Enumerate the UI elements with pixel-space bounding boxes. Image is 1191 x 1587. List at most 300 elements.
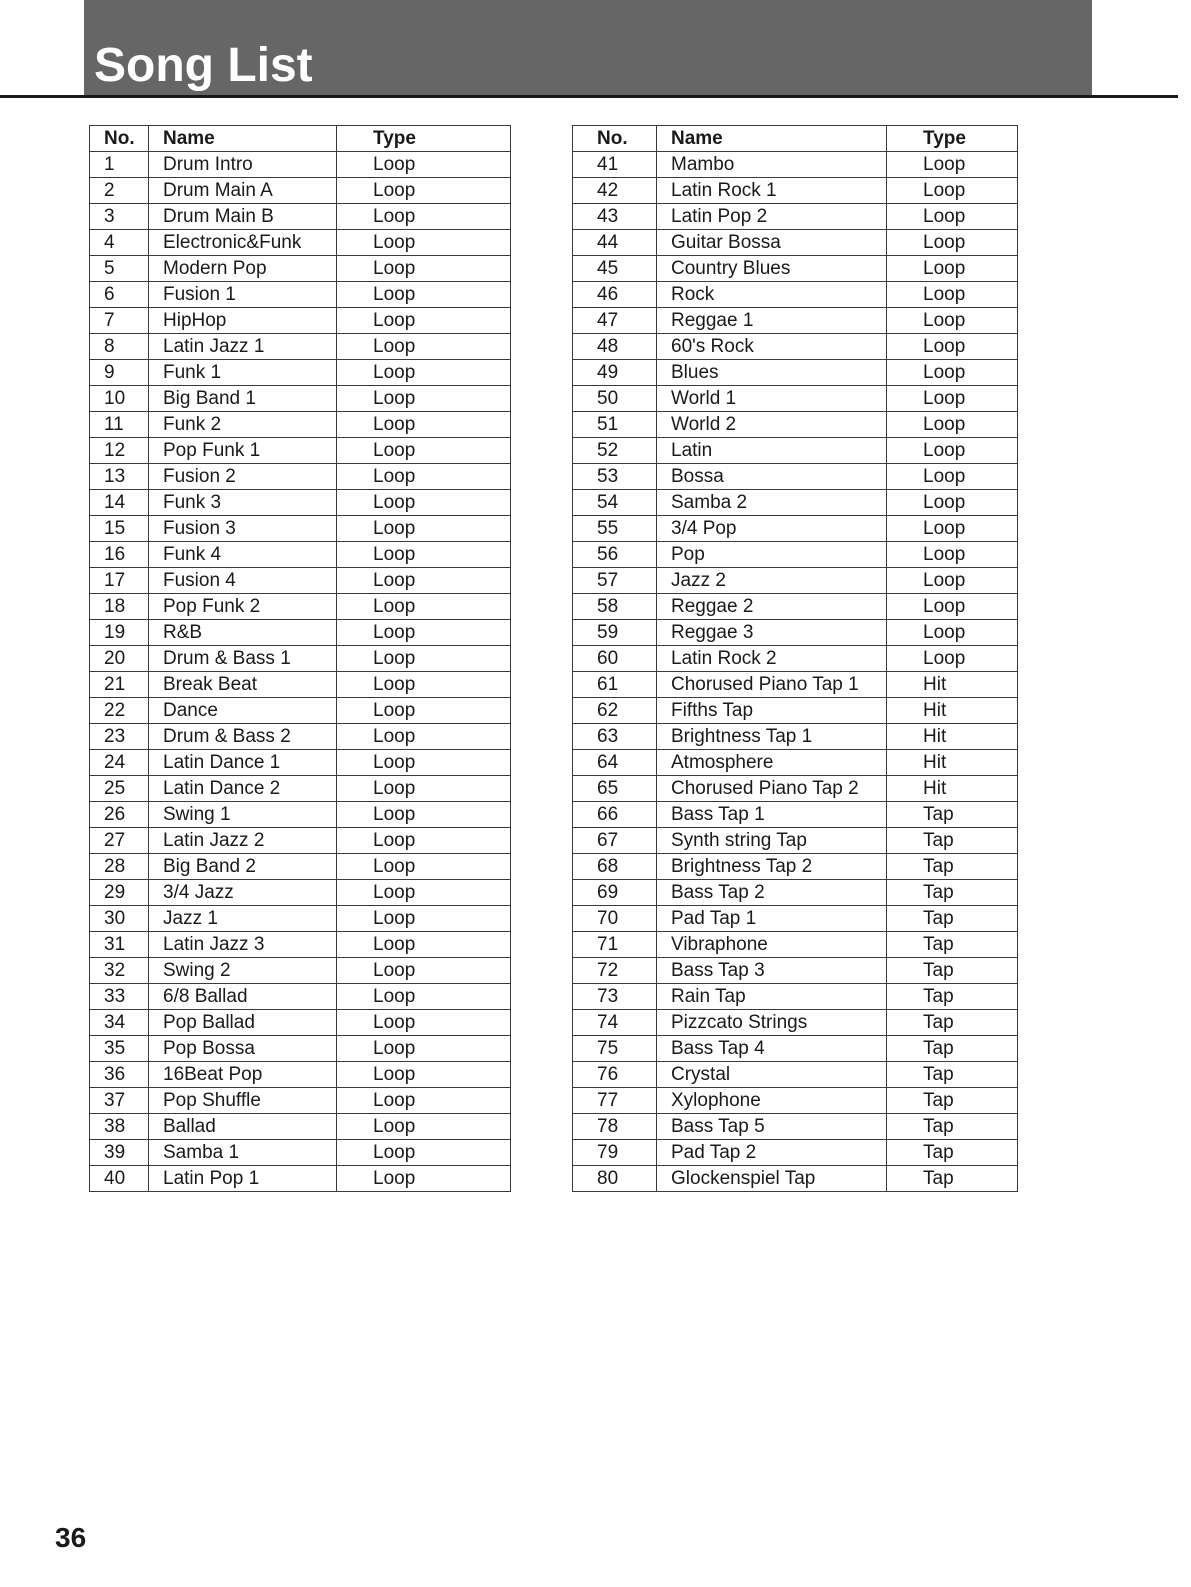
table-row: [90, 230, 511, 256]
table-row: [573, 802, 1018, 828]
column-header-type: Type: [887, 126, 1018, 152]
song-name-cell: Brightness Tap 1: [657, 724, 887, 750]
song-name-cell: Pop Funk 2: [149, 594, 337, 620]
table-row: [90, 854, 511, 880]
song-name-cell: Pizzcato Strings: [657, 1010, 887, 1036]
table-row: [573, 516, 1018, 542]
song-name-cell: Drum & Bass 2: [149, 724, 337, 750]
song-name-cell: Drum Main A: [149, 178, 337, 204]
song-number-cell: 59: [573, 620, 657, 646]
song-type-cell: Loop: [337, 828, 511, 854]
song-name-cell: Glockenspiel Tap: [657, 1166, 887, 1192]
song-number-cell: 71: [573, 932, 657, 958]
table-row: [90, 490, 511, 516]
song-type-cell: Loop: [887, 152, 1018, 178]
song-number-cell: 27: [90, 828, 149, 854]
song-rows-left: [90, 152, 511, 1192]
song-type-cell: Loop: [337, 1114, 511, 1140]
song-type-cell: Loop: [337, 1062, 511, 1088]
table-row: [90, 308, 511, 334]
song-type-cell: Loop: [337, 646, 511, 672]
table-row: [573, 464, 1018, 490]
table-row: [90, 516, 511, 542]
song-type-cell: Hit: [887, 750, 1018, 776]
table-row: [90, 152, 511, 178]
song-type-cell: Tap: [887, 1010, 1018, 1036]
song-type-cell: Loop: [337, 1036, 511, 1062]
song-number-cell: 76: [573, 1062, 657, 1088]
table-row: [90, 724, 511, 750]
song-type-cell: Tap: [887, 958, 1018, 984]
song-name-cell: Ballad: [149, 1114, 337, 1140]
song-number-cell: 7: [90, 308, 149, 334]
header-rule: [0, 95, 1178, 98]
page-number: 36: [55, 1522, 87, 1553]
song-number-cell: 77: [573, 1088, 657, 1114]
table-row: [573, 1166, 1018, 1192]
table-row: [90, 750, 511, 776]
column-header-no: No.: [573, 126, 657, 152]
song-number-cell: 56: [573, 542, 657, 568]
table-row: [90, 1088, 511, 1114]
table-row: [90, 282, 511, 308]
song-number-cell: 10: [90, 386, 149, 412]
table-row: [573, 438, 1018, 464]
song-name-cell: Chorused Piano Tap 2: [657, 776, 887, 802]
song-name-cell: Latin Rock 2: [657, 646, 887, 672]
table-row: [573, 230, 1018, 256]
table-row: [90, 880, 511, 906]
table-row: [90, 178, 511, 204]
song-name-cell: Pop Ballad: [149, 1010, 337, 1036]
song-number-cell: 65: [573, 776, 657, 802]
song-type-cell: Loop: [887, 516, 1018, 542]
table-row: [90, 698, 511, 724]
table-row: [573, 620, 1018, 646]
song-number-cell: 44: [573, 230, 657, 256]
song-number-cell: 17: [90, 568, 149, 594]
song-number-cell: 50: [573, 386, 657, 412]
song-type-cell: Loop: [887, 204, 1018, 230]
song-type-cell: Tap: [887, 906, 1018, 932]
table-row: [90, 1140, 511, 1166]
song-number-cell: 62: [573, 698, 657, 724]
song-number-cell: 55: [573, 516, 657, 542]
song-number-cell: 42: [573, 178, 657, 204]
song-number-cell: 36: [90, 1062, 149, 1088]
page-title: Song List: [94, 39, 313, 92]
column-header-type: Type: [337, 126, 511, 152]
song-type-cell: Loop: [337, 1140, 511, 1166]
song-type-cell: Loop: [337, 802, 511, 828]
song-table-left: [89, 125, 511, 1192]
song-type-cell: Tap: [887, 802, 1018, 828]
song-type-cell: Loop: [337, 672, 511, 698]
table-row: [573, 1036, 1018, 1062]
table-row: [573, 594, 1018, 620]
song-type-cell: Loop: [337, 1088, 511, 1114]
song-number-cell: 37: [90, 1088, 149, 1114]
song-number-cell: 8: [90, 334, 149, 360]
song-name-cell: Bass Tap 5: [657, 1114, 887, 1140]
song-type-cell: Loop: [337, 152, 511, 178]
table-row: [573, 958, 1018, 984]
song-type-cell: Loop: [337, 386, 511, 412]
song-name-cell: Latin Jazz 1: [149, 334, 337, 360]
song-type-cell: Loop: [887, 178, 1018, 204]
song-number-cell: 15: [90, 516, 149, 542]
song-type-cell: Loop: [337, 620, 511, 646]
song-type-cell: Tap: [887, 828, 1018, 854]
song-name-cell: Dance: [149, 698, 337, 724]
table-row: [573, 204, 1018, 230]
song-name-cell: Latin Pop 2: [657, 204, 887, 230]
song-type-cell: Loop: [887, 360, 1018, 386]
song-number-cell: 47: [573, 308, 657, 334]
song-name-cell: Latin Jazz 3: [149, 932, 337, 958]
song-type-cell: Loop: [337, 958, 511, 984]
song-type-cell: Loop: [337, 516, 511, 542]
song-type-cell: Loop: [887, 438, 1018, 464]
song-name-cell: Fusion 3: [149, 516, 337, 542]
song-name-cell: Funk 3: [149, 490, 337, 516]
song-number-cell: 12: [90, 438, 149, 464]
table-row: [573, 360, 1018, 386]
song-number-cell: 31: [90, 932, 149, 958]
song-number-cell: 58: [573, 594, 657, 620]
song-type-cell: Loop: [887, 464, 1018, 490]
song-type-cell: Hit: [887, 724, 1018, 750]
song-name-cell: Synth string Tap: [657, 828, 887, 854]
song-number-cell: 45: [573, 256, 657, 282]
song-number-cell: 23: [90, 724, 149, 750]
song-number-cell: 32: [90, 958, 149, 984]
song-name-cell: Latin Pop 1: [149, 1166, 337, 1192]
table-row: [90, 1062, 511, 1088]
table-row: [90, 438, 511, 464]
table-row: [90, 1036, 511, 1062]
song-type-cell: Tap: [887, 932, 1018, 958]
song-name-cell: 16Beat Pop: [149, 1062, 337, 1088]
song-type-cell: Loop: [337, 698, 511, 724]
song-type-cell: Loop: [337, 984, 511, 1010]
table-row: [90, 334, 511, 360]
table-row: [90, 828, 511, 854]
song-type-cell: Tap: [887, 880, 1018, 906]
song-number-cell: 75: [573, 1036, 657, 1062]
song-number-cell: 69: [573, 880, 657, 906]
table-row: [573, 880, 1018, 906]
song-name-cell: Pop Funk 1: [149, 438, 337, 464]
song-name-cell: Big Band 2: [149, 854, 337, 880]
song-name-cell: Drum Intro: [149, 152, 337, 178]
song-number-cell: 33: [90, 984, 149, 1010]
song-type-cell: Loop: [337, 412, 511, 438]
song-name-cell: Bass Tap 4: [657, 1036, 887, 1062]
song-number-cell: 1: [90, 152, 149, 178]
song-name-cell: Latin: [657, 438, 887, 464]
table-row: [90, 958, 511, 984]
table-row: [573, 1088, 1018, 1114]
song-type-cell: Loop: [887, 230, 1018, 256]
song-number-cell: 39: [90, 1140, 149, 1166]
song-name-cell: 3/4 Pop: [657, 516, 887, 542]
table-row: [573, 1062, 1018, 1088]
table-row: [573, 672, 1018, 698]
song-number-cell: 28: [90, 854, 149, 880]
song-type-cell: Tap: [887, 1088, 1018, 1114]
table-row: [90, 932, 511, 958]
table-row: [573, 1140, 1018, 1166]
song-name-cell: Brightness Tap 2: [657, 854, 887, 880]
song-name-cell: Atmosphere: [657, 750, 887, 776]
song-name-cell: Latin Dance 2: [149, 776, 337, 802]
song-type-cell: Loop: [887, 412, 1018, 438]
song-table-right: [572, 125, 1018, 1192]
song-type-cell: Loop: [337, 1010, 511, 1036]
column-header-name: Name: [149, 126, 337, 152]
song-type-cell: Loop: [337, 776, 511, 802]
table-row: [90, 1010, 511, 1036]
song-number-cell: 61: [573, 672, 657, 698]
table-row: [573, 854, 1018, 880]
song-name-cell: Guitar Bossa: [657, 230, 887, 256]
song-name-cell: Latin Rock 1: [657, 178, 887, 204]
song-type-cell: Tap: [887, 854, 1018, 880]
table-row: [573, 152, 1018, 178]
song-number-cell: 57: [573, 568, 657, 594]
table-row: [573, 282, 1018, 308]
song-number-cell: 29: [90, 880, 149, 906]
table-row: [90, 646, 511, 672]
song-number-cell: 63: [573, 724, 657, 750]
table-row: [573, 932, 1018, 958]
table-row: [90, 386, 511, 412]
song-type-cell: Loop: [337, 542, 511, 568]
table-row: [90, 1166, 511, 1192]
song-type-cell: Tap: [887, 1036, 1018, 1062]
table-row: [90, 906, 511, 932]
song-type-cell: Loop: [337, 256, 511, 282]
table-row: [573, 698, 1018, 724]
song-type-cell: Loop: [887, 594, 1018, 620]
song-name-cell: Crystal: [657, 1062, 887, 1088]
table-header-row: [90, 126, 511, 152]
song-name-cell: Pad Tap 1: [657, 906, 887, 932]
table-row: [90, 776, 511, 802]
song-name-cell: Mambo: [657, 152, 887, 178]
table-row: [573, 776, 1018, 802]
song-name-cell: Samba 1: [149, 1140, 337, 1166]
song-name-cell: Pad Tap 2: [657, 1140, 887, 1166]
song-type-cell: Loop: [337, 906, 511, 932]
song-type-cell: Loop: [337, 594, 511, 620]
song-name-cell: Country Blues: [657, 256, 887, 282]
song-number-cell: 14: [90, 490, 149, 516]
song-name-cell: Xylophone: [657, 1088, 887, 1114]
table-row: [90, 568, 511, 594]
table-row: [573, 308, 1018, 334]
table-row: [90, 360, 511, 386]
song-number-cell: 52: [573, 438, 657, 464]
table-row: [90, 1114, 511, 1140]
song-type-cell: Tap: [887, 1114, 1018, 1140]
song-name-cell: 3/4 Jazz: [149, 880, 337, 906]
song-number-cell: 67: [573, 828, 657, 854]
song-type-cell: Loop: [887, 542, 1018, 568]
table-row: [90, 256, 511, 282]
song-name-cell: Vibraphone: [657, 932, 887, 958]
song-name-cell: Break Beat: [149, 672, 337, 698]
table-row: [573, 386, 1018, 412]
song-number-cell: 21: [90, 672, 149, 698]
song-type-cell: Loop: [337, 750, 511, 776]
table-row: [90, 672, 511, 698]
song-number-cell: 78: [573, 1114, 657, 1140]
song-name-cell: 60's Rock: [657, 334, 887, 360]
table-row: [573, 984, 1018, 1010]
song-name-cell: Bass Tap 1: [657, 802, 887, 828]
song-type-cell: Loop: [337, 360, 511, 386]
table-row: [573, 334, 1018, 360]
song-name-cell: Funk 2: [149, 412, 337, 438]
song-name-cell: Big Band 1: [149, 386, 337, 412]
table-header-row: [573, 126, 1018, 152]
song-type-cell: Loop: [887, 256, 1018, 282]
song-type-cell: Loop: [887, 568, 1018, 594]
song-type-cell: Loop: [337, 464, 511, 490]
song-number-cell: 26: [90, 802, 149, 828]
song-type-cell: Hit: [887, 776, 1018, 802]
song-type-cell: Loop: [337, 880, 511, 906]
table-row: [573, 1010, 1018, 1036]
song-name-cell: Jazz 2: [657, 568, 887, 594]
song-number-cell: 4: [90, 230, 149, 256]
table-row: [90, 542, 511, 568]
song-number-cell: 5: [90, 256, 149, 282]
song-name-cell: Reggae 2: [657, 594, 887, 620]
song-number-cell: 53: [573, 464, 657, 490]
song-number-cell: 9: [90, 360, 149, 386]
song-number-cell: 73: [573, 984, 657, 1010]
song-number-cell: 24: [90, 750, 149, 776]
song-name-cell: Drum Main B: [149, 204, 337, 230]
song-number-cell: 72: [573, 958, 657, 984]
song-number-cell: 38: [90, 1114, 149, 1140]
song-type-cell: Loop: [887, 620, 1018, 646]
song-name-cell: World 2: [657, 412, 887, 438]
song-type-cell: Loop: [337, 178, 511, 204]
song-number-cell: 70: [573, 906, 657, 932]
song-name-cell: Funk 1: [149, 360, 337, 386]
song-type-cell: Loop: [887, 282, 1018, 308]
song-type-cell: Loop: [337, 230, 511, 256]
table-row: [90, 412, 511, 438]
song-name-cell: Bossa: [657, 464, 887, 490]
song-type-cell: Loop: [887, 334, 1018, 360]
song-name-cell: Rain Tap: [657, 984, 887, 1010]
table-row: [573, 1114, 1018, 1140]
song-type-cell: Loop: [337, 438, 511, 464]
table-row: [90, 594, 511, 620]
table-row: [573, 906, 1018, 932]
song-type-cell: Loop: [337, 568, 511, 594]
song-name-cell: Swing 2: [149, 958, 337, 984]
song-name-cell: Swing 1: [149, 802, 337, 828]
song-name-cell: Fusion 2: [149, 464, 337, 490]
song-number-cell: 60: [573, 646, 657, 672]
song-type-cell: Loop: [337, 204, 511, 230]
song-number-cell: 51: [573, 412, 657, 438]
song-number-cell: 3: [90, 204, 149, 230]
song-name-cell: Chorused Piano Tap 1: [657, 672, 887, 698]
song-name-cell: Latin Dance 1: [149, 750, 337, 776]
song-number-cell: 18: [90, 594, 149, 620]
table-row: [90, 464, 511, 490]
song-number-cell: 40: [90, 1166, 149, 1192]
song-number-cell: 48: [573, 334, 657, 360]
song-number-cell: 49: [573, 360, 657, 386]
song-type-cell: Loop: [337, 490, 511, 516]
song-number-cell: 54: [573, 490, 657, 516]
song-name-cell: Latin Jazz 2: [149, 828, 337, 854]
table-row: [90, 984, 511, 1010]
song-number-cell: 64: [573, 750, 657, 776]
song-number-cell: 34: [90, 1010, 149, 1036]
table-row: [573, 542, 1018, 568]
song-number-cell: 2: [90, 178, 149, 204]
song-name-cell: Samba 2: [657, 490, 887, 516]
song-type-cell: Loop: [337, 1166, 511, 1192]
table-row: [573, 724, 1018, 750]
song-type-cell: Loop: [337, 282, 511, 308]
song-type-cell: Loop: [887, 386, 1018, 412]
song-name-cell: Reggae 1: [657, 308, 887, 334]
song-name-cell: Reggae 3: [657, 620, 887, 646]
song-name-cell: Fifths Tap: [657, 698, 887, 724]
song-number-cell: 46: [573, 282, 657, 308]
song-name-cell: Drum & Bass 1: [149, 646, 337, 672]
song-number-cell: 68: [573, 854, 657, 880]
song-type-cell: Loop: [887, 490, 1018, 516]
column-header-no: No.: [90, 126, 149, 152]
song-type-cell: Loop: [887, 646, 1018, 672]
table-row: [573, 646, 1018, 672]
song-number-cell: 41: [573, 152, 657, 178]
song-number-cell: 11: [90, 412, 149, 438]
song-number-cell: 43: [573, 204, 657, 230]
song-number-cell: 79: [573, 1140, 657, 1166]
song-name-cell: 6/8 Ballad: [149, 984, 337, 1010]
song-name-cell: Fusion 1: [149, 282, 337, 308]
song-name-cell: Jazz 1: [149, 906, 337, 932]
song-number-cell: 6: [90, 282, 149, 308]
song-type-cell: Loop: [337, 308, 511, 334]
table-row: [90, 204, 511, 230]
song-name-cell: Modern Pop: [149, 256, 337, 282]
song-number-cell: 74: [573, 1010, 657, 1036]
song-name-cell: Fusion 4: [149, 568, 337, 594]
song-number-cell: 25: [90, 776, 149, 802]
song-number-cell: 35: [90, 1036, 149, 1062]
table-row: [573, 568, 1018, 594]
song-type-cell: Tap: [887, 984, 1018, 1010]
song-type-cell: Hit: [887, 672, 1018, 698]
song-name-cell: Blues: [657, 360, 887, 386]
song-type-cell: Tap: [887, 1062, 1018, 1088]
song-name-cell: Bass Tap 3: [657, 958, 887, 984]
song-name-cell: HipHop: [149, 308, 337, 334]
